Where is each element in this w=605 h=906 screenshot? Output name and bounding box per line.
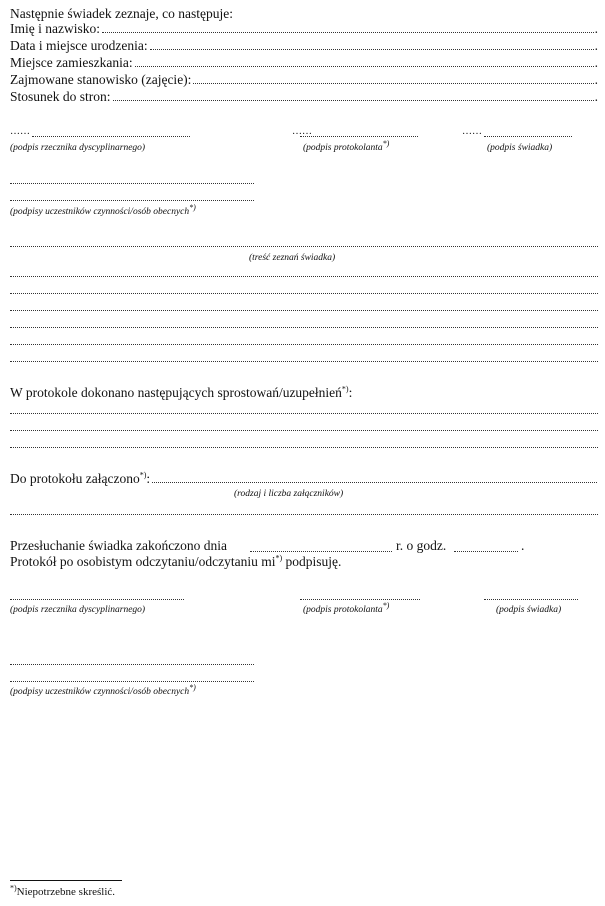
testimony-line[interactable] (10, 344, 598, 345)
testimony-line[interactable] (10, 310, 598, 311)
caption-rzecznik: (podpis rzecznika dyscyplinarnego) (10, 605, 146, 615)
footnote: *)Niepotrzebne skreślić. (10, 883, 116, 898)
caption-rzecznik: (podpis rzecznika dyscyplinarnego) (10, 143, 146, 153)
attachments-field[interactable]: Do protokołu załączono*): (10, 471, 598, 486)
sig-prefix: …… (462, 126, 482, 137)
sig-prefix: …… (292, 126, 312, 137)
testimony-line[interactable] (10, 246, 598, 247)
caption-swiadek: (podpis świadka) (496, 605, 562, 615)
corrections-line[interactable] (10, 413, 598, 414)
testimony-line[interactable] (10, 276, 598, 277)
testimony-line[interactable] (10, 327, 598, 328)
sig-prefix: …… (10, 126, 30, 137)
sig-line-uczestnicy[interactable] (10, 664, 254, 665)
corrections-label: W protokole dokonano następujących sprostowań/uzupełnień*): (10, 384, 353, 400)
sig-line-uczestnicy[interactable] (10, 681, 254, 682)
testimony-line[interactable] (10, 361, 598, 362)
caption-protokolant: (podpis protokolanta*) (303, 138, 390, 153)
caption-uczestnicy: (podpisy uczestników czynności/osób obecnych*) (10, 682, 196, 697)
end-time-field[interactable] (454, 551, 518, 552)
sig-line-rzecznik[interactable] (32, 136, 190, 137)
attachments-caption: (rodzaj i liczba załączników) (234, 489, 344, 499)
field-birth[interactable]: Data i miejsce urodzenia: . (10, 38, 598, 53)
sig-line-protokolant[interactable] (300, 136, 418, 137)
field-residence[interactable]: Miejsce zamieszkania: . (10, 55, 598, 70)
attachments-line[interactable] (10, 514, 598, 515)
sig-line-swiadek[interactable] (484, 136, 572, 137)
corrections-line[interactable] (10, 430, 598, 431)
field-name[interactable]: Imię i nazwisko: . (10, 21, 598, 36)
sig-line-uczestnicy[interactable] (10, 200, 254, 201)
end-period: . (521, 538, 525, 553)
footnote-divider (10, 880, 122, 881)
corrections-line[interactable] (10, 447, 598, 448)
field-relation[interactable]: Stosunek do stron: . (10, 89, 598, 104)
sig-line-rzecznik[interactable] (10, 599, 184, 600)
caption-swiadek: (podpis świadka) (487, 143, 553, 153)
testimony-line[interactable] (10, 293, 598, 294)
sig-line-uczestnicy[interactable] (10, 183, 254, 184)
field-occupation[interactable]: Zajmowane stanowisko (zajęcie): . (10, 72, 598, 87)
intro-text: Następnie świadek zeznaje, co następuje: (10, 6, 234, 21)
caption-protokolant: (podpis protokolanta*) (303, 600, 390, 615)
sig-line-protokolant[interactable] (300, 599, 420, 600)
end-date-field[interactable] (250, 551, 392, 552)
end-text-start: Przesłuchanie świadka zakończono dnia (10, 538, 228, 553)
caption-uczestnicy: (podpisy uczestników czynności/osób obecnych*) (10, 202, 196, 217)
sig-line-swiadek[interactable] (484, 599, 578, 600)
testimony-caption: (treść zeznań świadka) (249, 253, 336, 263)
protocol-statement: Protokół po osobistym odczytaniu/odczytaniu mi*) podpisuję. (10, 553, 342, 569)
end-text-mid: r. o godz. (396, 538, 447, 553)
